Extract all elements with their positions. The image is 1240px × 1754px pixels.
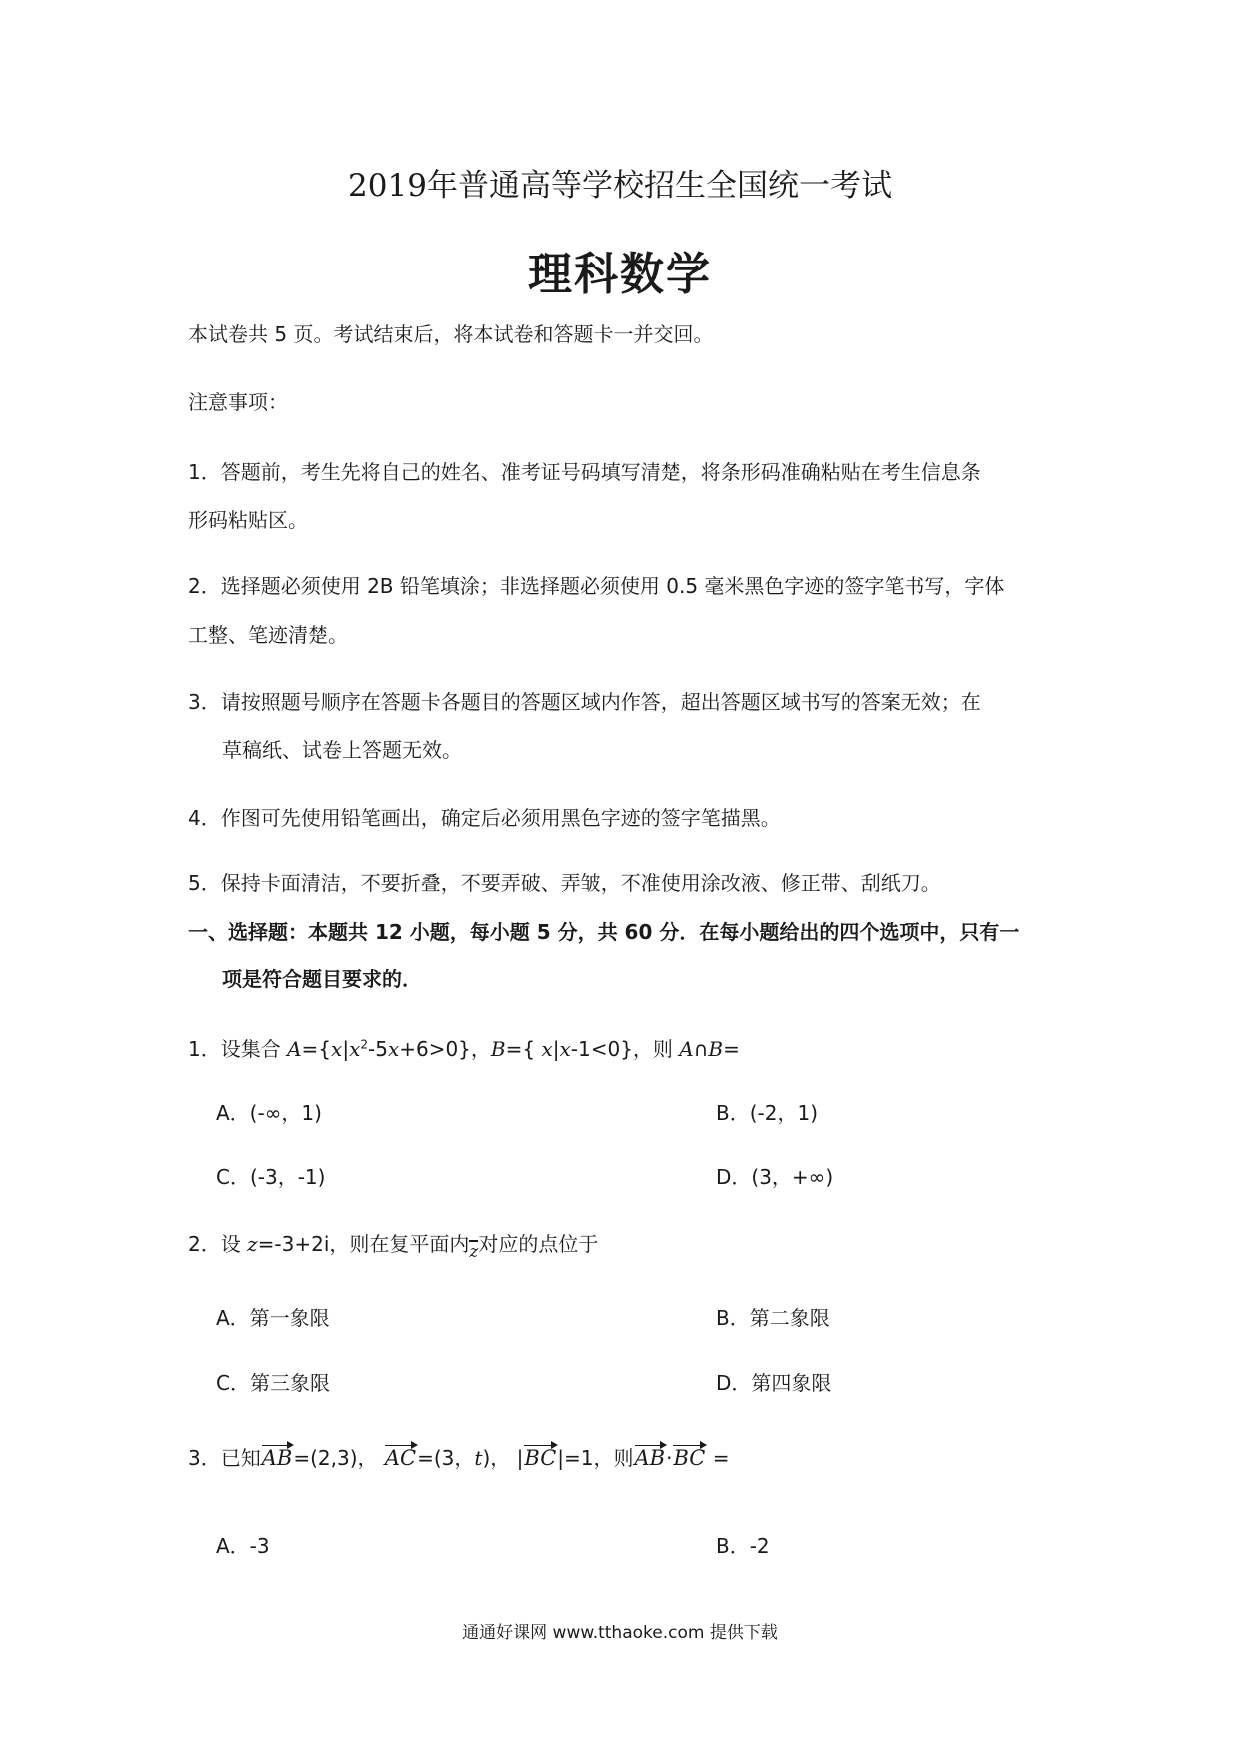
q1-option-c: C．(-3，-1) [216, 1165, 326, 1189]
exam-title: 2019年普通高等学校招生全国统一考试 [348, 168, 892, 204]
note-3-line-2: 草稿纸、试卷上答题无效。 [222, 738, 462, 762]
note-2-line-1: 2．选择题必须使用 2B 铅笔填涂；非选择题必须使用 0.5 毫米黑色字迹的签字笔书写，字体 [188, 574, 1005, 598]
note-5: 5．保持卡面清洁，不要折叠，不要弄破、弄皱，不准使用涂改液、修正带、刮纸刀。 [188, 871, 941, 895]
note-2-line-2: 工整、笔迹清楚。 [188, 623, 348, 647]
vector-ab: AB [261, 1446, 293, 1470]
q3-option-b: B．-2 [716, 1534, 770, 1558]
vector-ab: AB [634, 1446, 666, 1470]
question-1: 1．设集合 $A=\{x|x^2-5x+6>0\}$，B={ x|x-1<0}，则 A∩B= [188, 1037, 740, 1061]
q2-option-b: B．第二象限 [716, 1306, 830, 1330]
conjugate-z: z [469, 1242, 479, 1262]
q3-option-a: A．-3 [216, 1534, 270, 1558]
question-3: 3．已知AB=(2,3)， AC=(3，t)， |BC|=1，则AB·BC = [188, 1446, 730, 1470]
note-1-line-1: 1．答题前，考生先将自己的姓名、准考证号码填写清楚，将条形码准确粘贴在考生信息条 [188, 460, 981, 484]
page-footer: 通通好课网 www.tthaoke.com 提供下载 [462, 1623, 778, 1643]
question-number: 3． [188, 1446, 221, 1470]
question-2: 2．设 z=-3+2i，则在复平面内z对应的点位于 [188, 1232, 599, 1262]
section-1-heading-cont: 项是符合题目要求的． [222, 967, 422, 991]
q2-option-c: C．第三象限 [216, 1371, 330, 1395]
note-4: 4．作图可先使用铅笔画出，确定后必须用黑色字迹的签字笔描黑。 [188, 806, 781, 830]
notes-header: 注意事项： [188, 390, 288, 414]
vector-bc: BC [524, 1446, 557, 1470]
q1-option-b: B．(-2，1) [716, 1101, 818, 1125]
section-1-heading: 一、选择题：本题共 12 小题，每小题 5 分，共 60 分．在每小题给出的四个选项中，只有一 [188, 920, 1020, 944]
note-1-line-2: 形码粘贴区。 [188, 508, 308, 532]
vector-bc: BC [673, 1446, 706, 1470]
q2-option-d: D．第四象限 [716, 1371, 832, 1395]
vector-ac: AC [384, 1446, 417, 1470]
question-number: 2． [188, 1232, 221, 1256]
question-number: 1． [188, 1037, 221, 1061]
q1-option-a: A．(-∞，1) [216, 1101, 322, 1125]
q1-option-d: D．(3，+∞) [716, 1165, 834, 1189]
note-3-line-1: 3．请按照题号顺序在答题卡各题目的答题区域内作答，超出答题区域书写的答案无效；在 [188, 690, 981, 714]
subject-title: 理科数学 [528, 249, 712, 300]
q2-option-a: A．第一象限 [216, 1306, 330, 1330]
intro-text: 本试卷共 5 页。考试结束后，将本试卷和答题卡一并交回。 [188, 322, 714, 346]
